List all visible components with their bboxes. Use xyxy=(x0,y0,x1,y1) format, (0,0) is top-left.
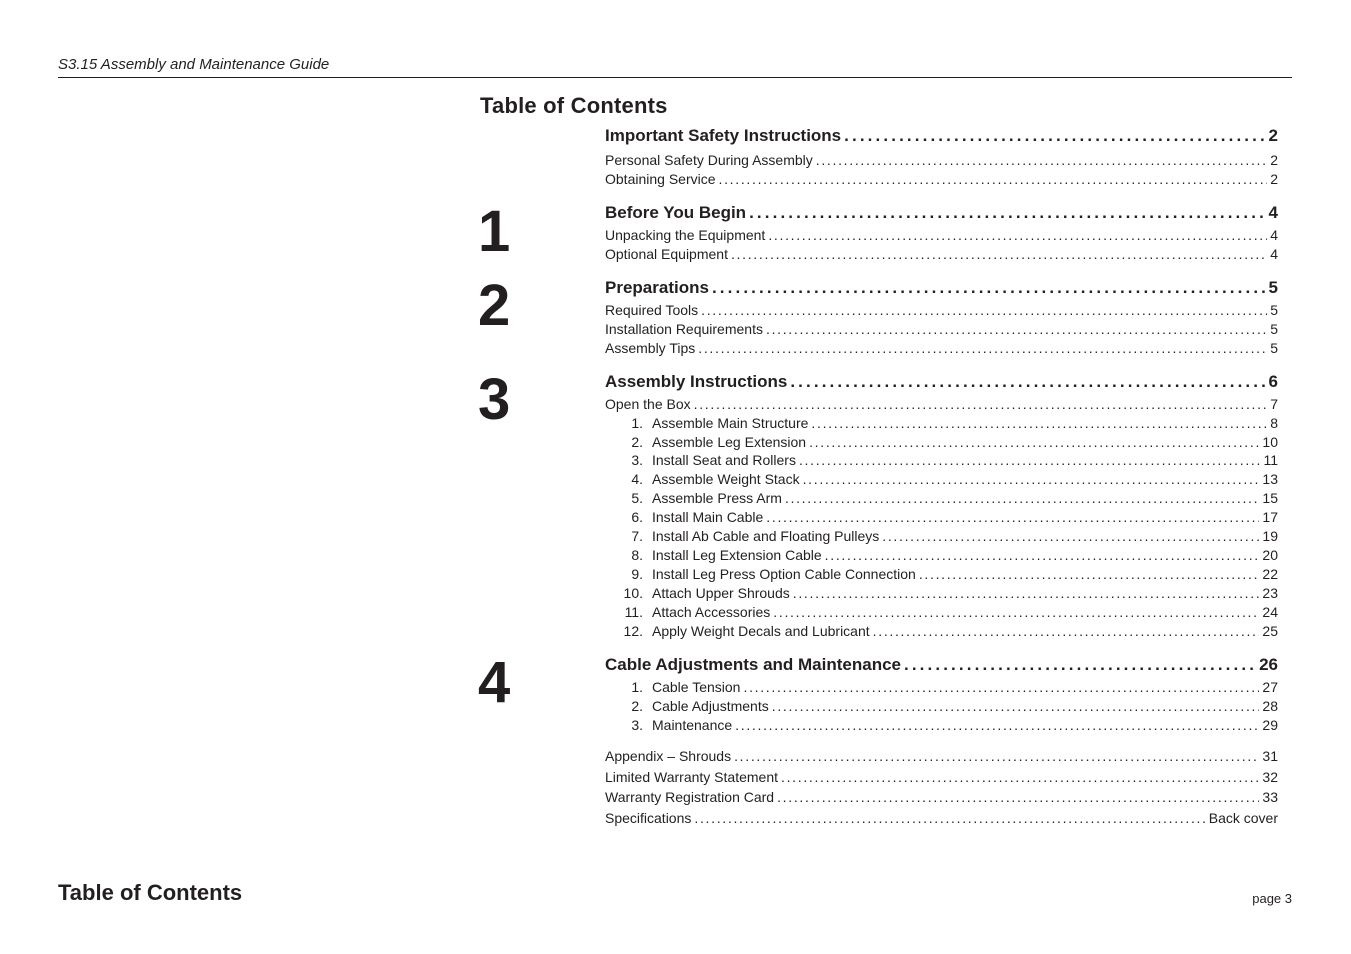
toc-page: 33 xyxy=(1262,789,1278,805)
step-number: 6. xyxy=(631,509,643,525)
toc-page: 10 xyxy=(1262,434,1278,450)
toc-entry[interactable] xyxy=(605,340,1278,356)
toc-label: Installation Requirements xyxy=(605,321,763,337)
leader-dots xyxy=(904,655,1256,675)
leader-dots xyxy=(766,509,1259,525)
toc-entry-specifications[interactable] xyxy=(605,810,1278,826)
step-number: 8. xyxy=(631,547,643,563)
toc-page: 26 xyxy=(1259,655,1278,674)
toc-step[interactable] xyxy=(605,679,1278,695)
leader-dots xyxy=(816,152,1267,168)
toc-label: Install Ab Cable and Floating Pulleys xyxy=(652,528,880,544)
toc-label: Install Main Cable xyxy=(652,509,764,525)
toc-label: Maintenance xyxy=(652,717,733,733)
toc-page: 5 xyxy=(1270,321,1278,337)
toc-entry[interactable] xyxy=(605,152,1278,168)
toc-page: 29 xyxy=(1262,717,1278,733)
toc-section-before-you-begin[interactable] xyxy=(605,203,1278,223)
toc-page: 2 xyxy=(1270,171,1278,187)
toc-label: Assembly Instructions xyxy=(605,372,788,391)
footer-title: Table of Contents xyxy=(58,880,243,905)
toc-page: 23 xyxy=(1262,585,1278,601)
step-number: 3. xyxy=(631,452,643,468)
toc-label: Cable Tension xyxy=(652,679,741,695)
toc-page: Back cover xyxy=(1208,810,1278,826)
step-number: 7. xyxy=(631,528,643,544)
toc-entry[interactable] xyxy=(605,246,1278,262)
toc-label: Assemble Leg Extension xyxy=(652,434,807,450)
toc-entry[interactable] xyxy=(605,321,1278,337)
leader-dots xyxy=(790,372,1265,392)
toc-section-safety[interactable] xyxy=(605,126,1278,146)
toc-page: 8 xyxy=(1270,415,1278,431)
toc-label: Install Leg Press Option Cable Connection xyxy=(652,566,916,582)
toc-page: 19 xyxy=(1262,528,1278,544)
leader-dots xyxy=(919,566,1260,582)
toc-page: 2 xyxy=(1268,126,1278,145)
toc-entry[interactable] xyxy=(605,227,1278,243)
step-number: 1. xyxy=(631,415,643,431)
toc-step[interactable] xyxy=(605,434,1278,450)
chapter-number-1: 1 xyxy=(478,199,511,264)
leader-dots xyxy=(809,434,1259,450)
step-number: 4. xyxy=(631,471,643,487)
toc-label: Open the Box xyxy=(605,396,691,412)
toc-label: Cable Adjustments and Maintenance xyxy=(605,655,901,674)
toc-label: Unpacking the Equipment xyxy=(605,227,766,243)
toc-entry-registration-card[interactable] xyxy=(605,789,1278,805)
toc-page: 11 xyxy=(1263,452,1278,468)
chapter-number-3: 3 xyxy=(478,367,511,432)
toc-label: Assemble Press Arm xyxy=(652,490,782,506)
step-number: 2. xyxy=(631,698,643,714)
toc-step[interactable] xyxy=(605,623,1278,639)
toc-label: Attach Upper Shrouds xyxy=(652,585,790,601)
toc-page: 25 xyxy=(1262,623,1278,639)
leader-dots xyxy=(749,203,1265,223)
toc-entry-warranty-statement[interactable] xyxy=(605,769,1278,785)
toc-page: 5 xyxy=(1270,340,1278,356)
leader-dots xyxy=(773,604,1259,620)
toc-entry[interactable] xyxy=(605,171,1278,187)
step-number: 11. xyxy=(624,604,643,620)
leader-dots xyxy=(811,415,1267,431)
toc-label: Assemble Weight Stack xyxy=(652,471,800,487)
toc-step[interactable] xyxy=(605,490,1278,506)
leader-dots xyxy=(844,126,1265,146)
toc-step[interactable] xyxy=(605,452,1278,468)
step-number: 9. xyxy=(631,566,643,582)
toc-page: 6 xyxy=(1268,372,1278,391)
leader-dots xyxy=(793,585,1260,601)
toc-label: Preparations xyxy=(605,278,709,297)
leader-dots xyxy=(781,769,1259,785)
toc-page: 4 xyxy=(1270,227,1278,243)
toc-step[interactable] xyxy=(605,698,1278,714)
toc-label: Warranty Registration Card xyxy=(605,789,775,805)
toc-step[interactable] xyxy=(605,604,1278,620)
toc-page: 5 xyxy=(1268,278,1278,297)
toc-step[interactable] xyxy=(605,528,1278,544)
toc-step[interactable] xyxy=(605,471,1278,487)
toc-label: Obtaining Service xyxy=(605,171,716,187)
toc-label: Important Safety Instructions xyxy=(605,126,842,145)
toc-page: 24 xyxy=(1262,604,1278,620)
toc-label: Apply Weight Decals and Lubricant xyxy=(652,623,870,639)
toc-step[interactable] xyxy=(605,585,1278,601)
toc-entry[interactable] xyxy=(605,396,1278,412)
toc-page: 2 xyxy=(1270,152,1278,168)
toc-section-cable-adjustments[interactable] xyxy=(605,655,1278,675)
step-number: 10. xyxy=(623,585,643,601)
leader-dots xyxy=(731,246,1267,262)
toc-page: 31 xyxy=(1262,748,1278,764)
leader-dots xyxy=(803,471,1260,487)
leader-dots xyxy=(694,396,1268,412)
leader-dots xyxy=(743,679,1259,695)
toc-label: Install Leg Extension Cable xyxy=(652,547,822,563)
toc-page: 32 xyxy=(1262,769,1278,785)
toc-page: 15 xyxy=(1262,490,1278,506)
page-title: Table of Contents xyxy=(480,93,668,118)
toc-label: Appendix – Shrouds xyxy=(605,748,732,764)
toc-page: 4 xyxy=(1268,203,1278,222)
step-number: 5. xyxy=(631,490,643,506)
toc-label: Assemble Main Structure xyxy=(652,415,809,431)
toc-label: Before You Begin xyxy=(605,203,747,222)
running-header: S3.15 Assembly and Maintenance Guide xyxy=(58,56,330,73)
leader-dots xyxy=(719,171,1268,187)
leader-dots xyxy=(799,452,1260,468)
leader-dots xyxy=(772,698,1260,714)
toc-label: Required Tools xyxy=(605,302,699,318)
toc-label: Cable Adjustments xyxy=(652,698,769,714)
toc-label: Personal Safety During Assembly xyxy=(605,152,813,168)
step-number: 1. xyxy=(631,679,643,695)
toc-step[interactable] xyxy=(605,509,1278,525)
step-number: 3. xyxy=(631,717,643,733)
toc-entry[interactable] xyxy=(605,302,1278,318)
toc-step[interactable] xyxy=(605,566,1278,582)
toc-page: 4 xyxy=(1270,246,1278,262)
toc-label: Assembly Tips xyxy=(605,340,696,356)
toc-page: 5 xyxy=(1270,302,1278,318)
toc-page: 17 xyxy=(1262,509,1278,525)
leader-dots xyxy=(701,302,1267,318)
toc-page: 20 xyxy=(1262,547,1278,563)
leader-dots xyxy=(698,340,1267,356)
step-number: 12. xyxy=(623,623,643,639)
leader-dots xyxy=(882,528,1259,544)
toc-section-assembly-instructions[interactable] xyxy=(605,372,1278,392)
toc-page: 28 xyxy=(1262,698,1278,714)
leader-dots xyxy=(735,717,1259,733)
toc-label: Specifications xyxy=(605,810,692,826)
toc-label: Install Seat and Rollers xyxy=(652,452,796,468)
toc-section-preparations[interactable] xyxy=(605,278,1278,298)
page-number: page 3 xyxy=(1252,891,1292,906)
toc-page: 27 xyxy=(1262,679,1278,695)
chapter-number-2: 2 xyxy=(478,273,511,338)
toc-label: Attach Accessories xyxy=(652,604,771,620)
toc-page: 13 xyxy=(1262,471,1278,487)
chapter-number-4: 4 xyxy=(478,650,511,715)
leader-dots xyxy=(777,789,1259,805)
toc-step[interactable] xyxy=(605,717,1278,733)
toc-step[interactable] xyxy=(605,415,1278,431)
leader-dots xyxy=(825,547,1260,563)
toc-label: Optional Equipment xyxy=(605,246,728,262)
toc-entry-appendix[interactable] xyxy=(605,748,1278,764)
toc-step[interactable] xyxy=(605,547,1278,563)
header-rule xyxy=(58,77,1292,78)
toc-page: 7 xyxy=(1270,396,1278,412)
leader-dots xyxy=(873,623,1260,639)
step-number: 2. xyxy=(631,434,643,450)
leader-dots xyxy=(712,278,1266,298)
leader-dots xyxy=(785,490,1259,506)
toc-page: 22 xyxy=(1262,566,1278,582)
toc-label: Limited Warranty Statement xyxy=(605,769,778,785)
leader-dots xyxy=(768,227,1267,243)
leader-dots xyxy=(694,810,1205,826)
leader-dots xyxy=(766,321,1267,337)
leader-dots xyxy=(734,748,1259,764)
